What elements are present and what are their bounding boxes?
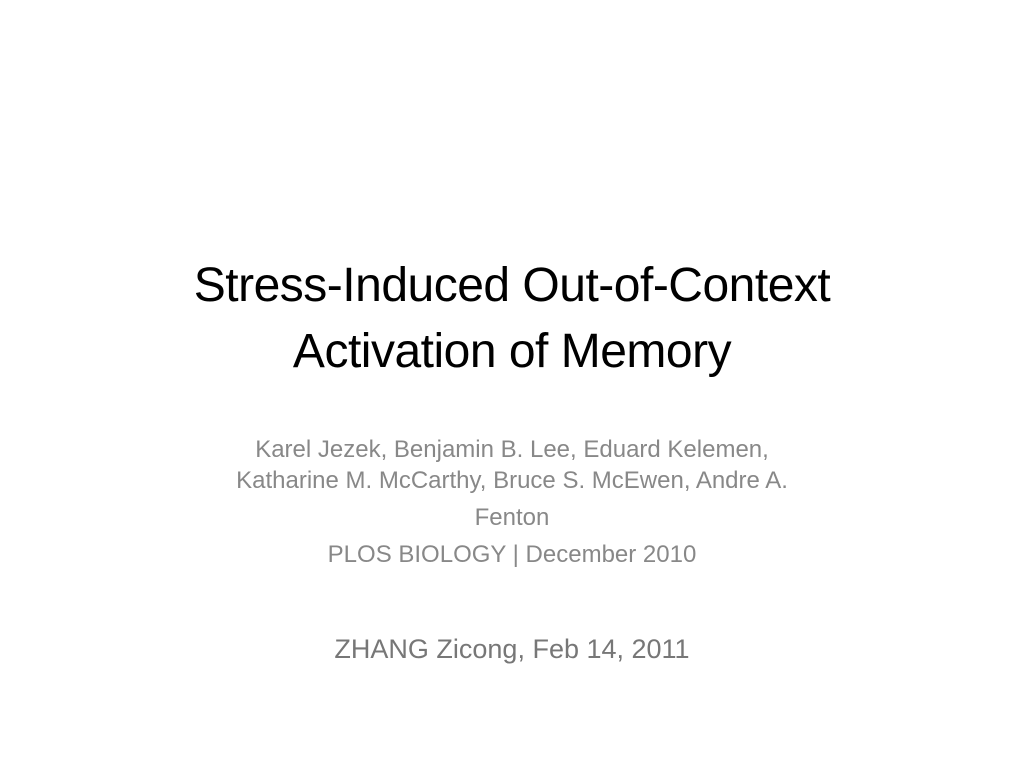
author-line-1: Karel Jezek, Benjamin B. Lee, Eduard Kelemen, bbox=[255, 436, 769, 463]
presenter-date: ZHANG Zicong, Feb 14, 2011 bbox=[334, 634, 690, 664]
journal-citation: PLOS BIOLOGY | December 2010 bbox=[327, 541, 697, 568]
author-list bbox=[60, 434, 964, 533]
author-line-3: Fenton bbox=[474, 504, 550, 531]
slide-title bbox=[60, 253, 964, 385]
author-line-2: Katharine M. McCarthy, Bruce S. McEwen, Andre A. bbox=[236, 467, 788, 494]
slide-subtitle bbox=[60, 434, 964, 570]
title-line-2: Activation of Memory bbox=[292, 325, 732, 378]
title-line-1: Stress-Induced Out-of-Context bbox=[193, 259, 831, 312]
